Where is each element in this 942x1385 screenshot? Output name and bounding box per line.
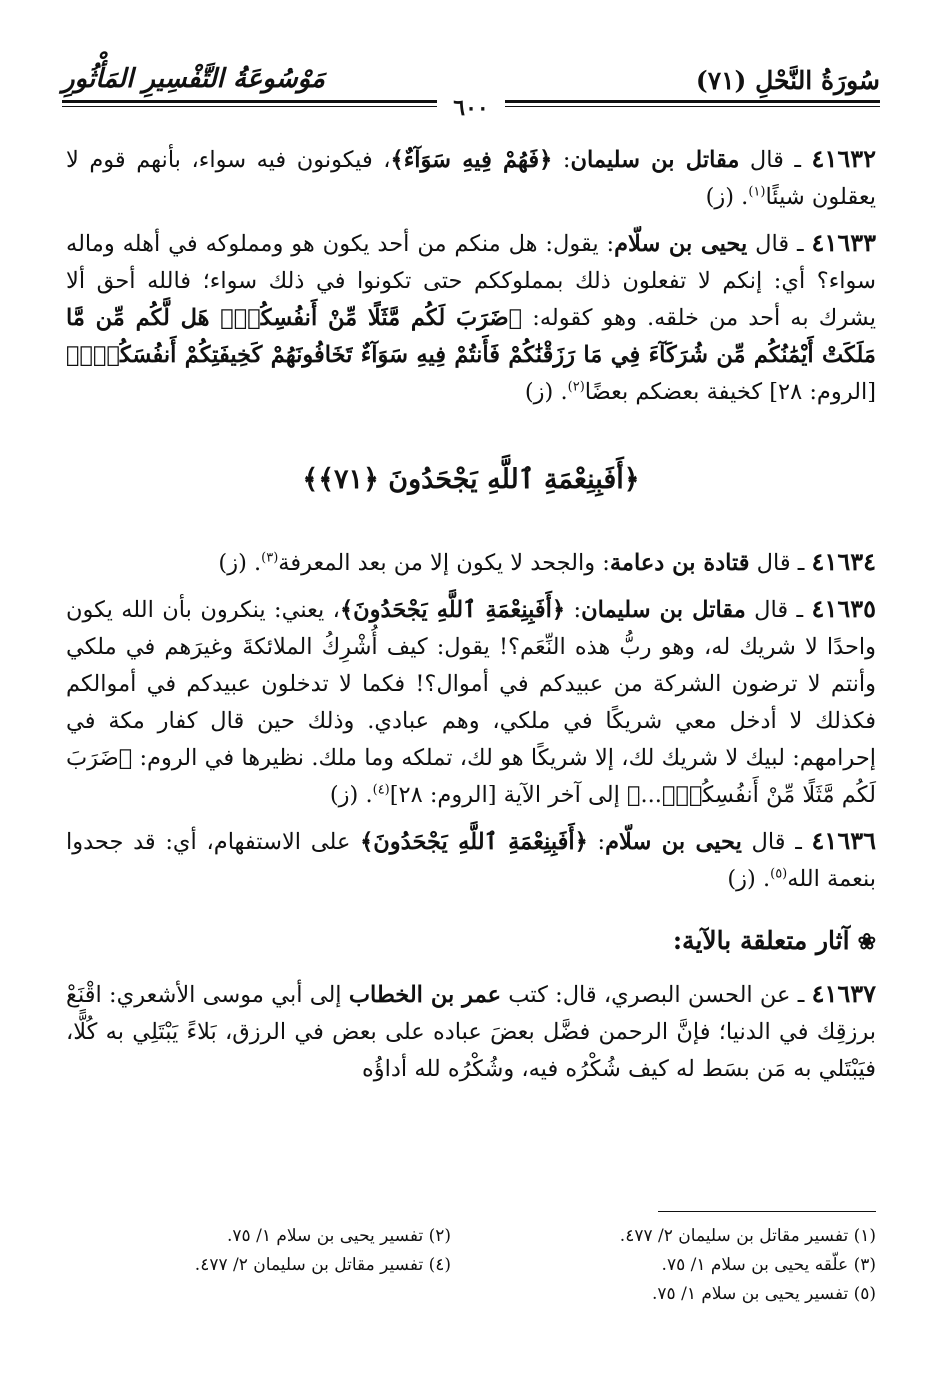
narrator-name: يحيى بن سلّام [605, 829, 742, 855]
verse-heading: ﴿أَفَبِنِعْمَةِ ٱللَّهِ يَجْحَدُونَ ﴿٧١﴾﴾ [302, 464, 640, 495]
footnote-ref: (٥) [770, 866, 788, 882]
entry-paragraph: ٤١٦٣٣ ـ قال يحيى بن سلّام: يقول: هل منكم من أحد يكون هو ومملوكه في أهله وماله سواء؟ أي: إنكم لا تفعلون ذلك بمملوككم حتى تكونوا في ذلك سواء؛ فالله أحق ألا يشرك به أحد من خلقه. وهو كقوله: ﴿ضَرَبَ لَكُم مَّثَلًا مِّنْ أَنفُسِكُمْۖ هَل لَّكُم مِّن مَّا مَلَكَتْ أَيْمَٰنُكُم مِّن شُرَكَآءَ فِي مَا رَزَقْنَٰكُمْ فَأَنتُمْ فِيهِ سَوَآءٌ تَخَافُونَهُمْ كَخِيفَتِكُمْ أَنفُسَكُمْۚ﴾ [الروم: ٢٨] كخيفة بعضكم بعضًا$^{(٢)}$. (ز) [66, 228, 877, 405]
footnote: (٤) تفسير مقاتل بن سليمان ٢/ ٤٧٧. [194, 1255, 451, 1275]
sura-running-head: سُورَةُ النَّحْلِ (٧١) [695, 66, 880, 95]
main-text [66, 140, 876, 1096]
entry-paragraph: ٤١٦٣٧ ـ عن الحسن البصري، قال: كتب عمر بن الخطاب إلى أبي موسى الأشعري: اقْنَعْ برزقِك في الدنيا؛ فإنَّ الرحمن فضَّل بعضَ عباده على بعض في الرزق، بَلاءً يَبْتَلِي به كُلًّا، فيَبْتَلي به مَن بسَط له كيف شُكْرُه فيه، وشُكْرُه لله أداؤُه [66, 979, 877, 1082]
footnotes [66, 1222, 876, 1309]
entry-number: ٤١٦٣٥ [811, 594, 876, 623]
footnote: (٢) تفسير يحيى بن سلام ١/ ٧٥. [227, 1226, 451, 1246]
narrator-name: مقاتل بن سليمان [581, 597, 746, 623]
flower-ornament-icon: ❀ [857, 929, 876, 955]
narrator-name: مقاتل بن سليمان [570, 147, 740, 173]
entry-paragraph: ٤١٦٣٤ ـ قال قتادة بن دعامة: والجحد لا يكون إلا من بعد المعرفة$^{(٣)}$. (ز) [218, 547, 876, 576]
entry-paragraph: ٤١٦٣٥ ـ قال مقاتل بن سليمان: ﴿أَفَبِنِعْمَةِ ٱللَّهِ يَجْحَدُونَ﴾، يعني: ينكرون بأن الله يكون واحدًا لا شريك له، وهو ربُّ هذه النِّعَم؟! يقول: كيف أُشْرِكُ الملائكةَ وغيرَهم في ملكي وأنتم لا ترضون الشركة من عبيدكم في أموال؟! فكما لا تدخلون عبيدكم في أموالكم فكذلك لا أدخل معي شريكًا في ملكي، وهم عبادي. وذلك حين قال كفار مكة في إحرامهم: لبيك لا شريك لك، إلا شريكًا هو لك، تملكه وما ملك. نظيرها في الروم: ﴿ضَرَبَ لَكُم مَّثَلًا مِّنْ أَنفُسِكُمْۖ...﴾ إلى آخر الآية [الروم: ٢٨]$^{(٤)}$. (ز) [66, 594, 876, 808]
narrator-name: عمر بن الخطاب [348, 982, 502, 1008]
book-title-running-head: مَوْسُوعَةُ التَّفْسِيرِ المَأْثُورِ [62, 64, 325, 94]
footnote-ref: (٣) [261, 550, 279, 566]
entry-number: ٤١٦٣٣ [811, 228, 876, 257]
entry-paragraph: ٤١٦٣٦ ـ قال يحيى بن سلّام: ﴿أَفَبِنِعْمَةِ ٱللَّهِ يَجْحَدُونَ﴾ على الاستفهام، أي: قد جحدوا بنعمة الله$^{(٥)}$. (ز) [66, 826, 876, 892]
quran-quote: ﴿أَفَبِنِعْمَةِ ٱللَّهِ يَجْحَدُونَ﴾ [339, 597, 566, 623]
footnote: (٥) تفسير يحيى بن سلام ١/ ٧٥. [652, 1284, 876, 1304]
page-number [0, 95, 942, 121]
entry-paragraph: ٤١٦٣٢ ـ قال مقاتل بن سليمان: ﴿فَهُمْ فِيهِ سَوَآءٌ﴾، فيكونون فيه سواء، بأنهم قوم لا يعقلون شيئًا$^{(١)}$. (ز) [66, 144, 876, 210]
footnote: (٣) علّقه يحيى بن سلام ١/ ٧٥. [661, 1255, 876, 1275]
footnote: (١) تفسير مقاتل بن سليمان ٢/ ٤٧٧. [619, 1226, 876, 1246]
footnote-rule [658, 1211, 876, 1212]
quran-quote: ﴿فَهُمْ فِيهِ سَوَآءٌ﴾ [390, 147, 553, 173]
narrator-name: قتادة بن دعامة [609, 550, 750, 576]
footnote-ref: (١) [748, 184, 766, 200]
entry-number: ٤١٦٣٦ [811, 826, 876, 855]
narrator-name: يحيى بن سلّام [614, 231, 748, 257]
page-number-text: ٦٠٠ [437, 95, 504, 121]
entry-number: ٤١٦٣٤ [811, 547, 876, 576]
entry-number: ٤١٦٣٧ [811, 979, 877, 1008]
footnote-ref: (٤) [372, 782, 390, 798]
footnote-ref: (٢) [567, 379, 585, 395]
section-title: آثار متعلقة بالآية: [672, 926, 850, 955]
quran-quote: ﴿ضَرَبَ لَكُم مَّثَلًا مِّنْ أَنفُسِكُمْۖ هَل لَّكُم مِّن مَّا مَلَكَتْ أَيْمَٰنُكُم مِّن شُرَكَآءَ فِي مَا رَزَقْنَٰكُمْ فَأَنتُمْ فِيهِ سَوَآءٌ تَخَافُونَهُمْ كَخِيفَتِكُمْ أَنفُسَكُمْۚ﴾ [66, 305, 876, 368]
entry-number: ٤١٦٣٢ [811, 144, 876, 173]
quran-quote: ﴿أَفَبِنِعْمَةِ ٱللَّهِ يَجْحَدُونَ﴾ [360, 829, 588, 855]
section-heading [66, 922, 876, 961]
